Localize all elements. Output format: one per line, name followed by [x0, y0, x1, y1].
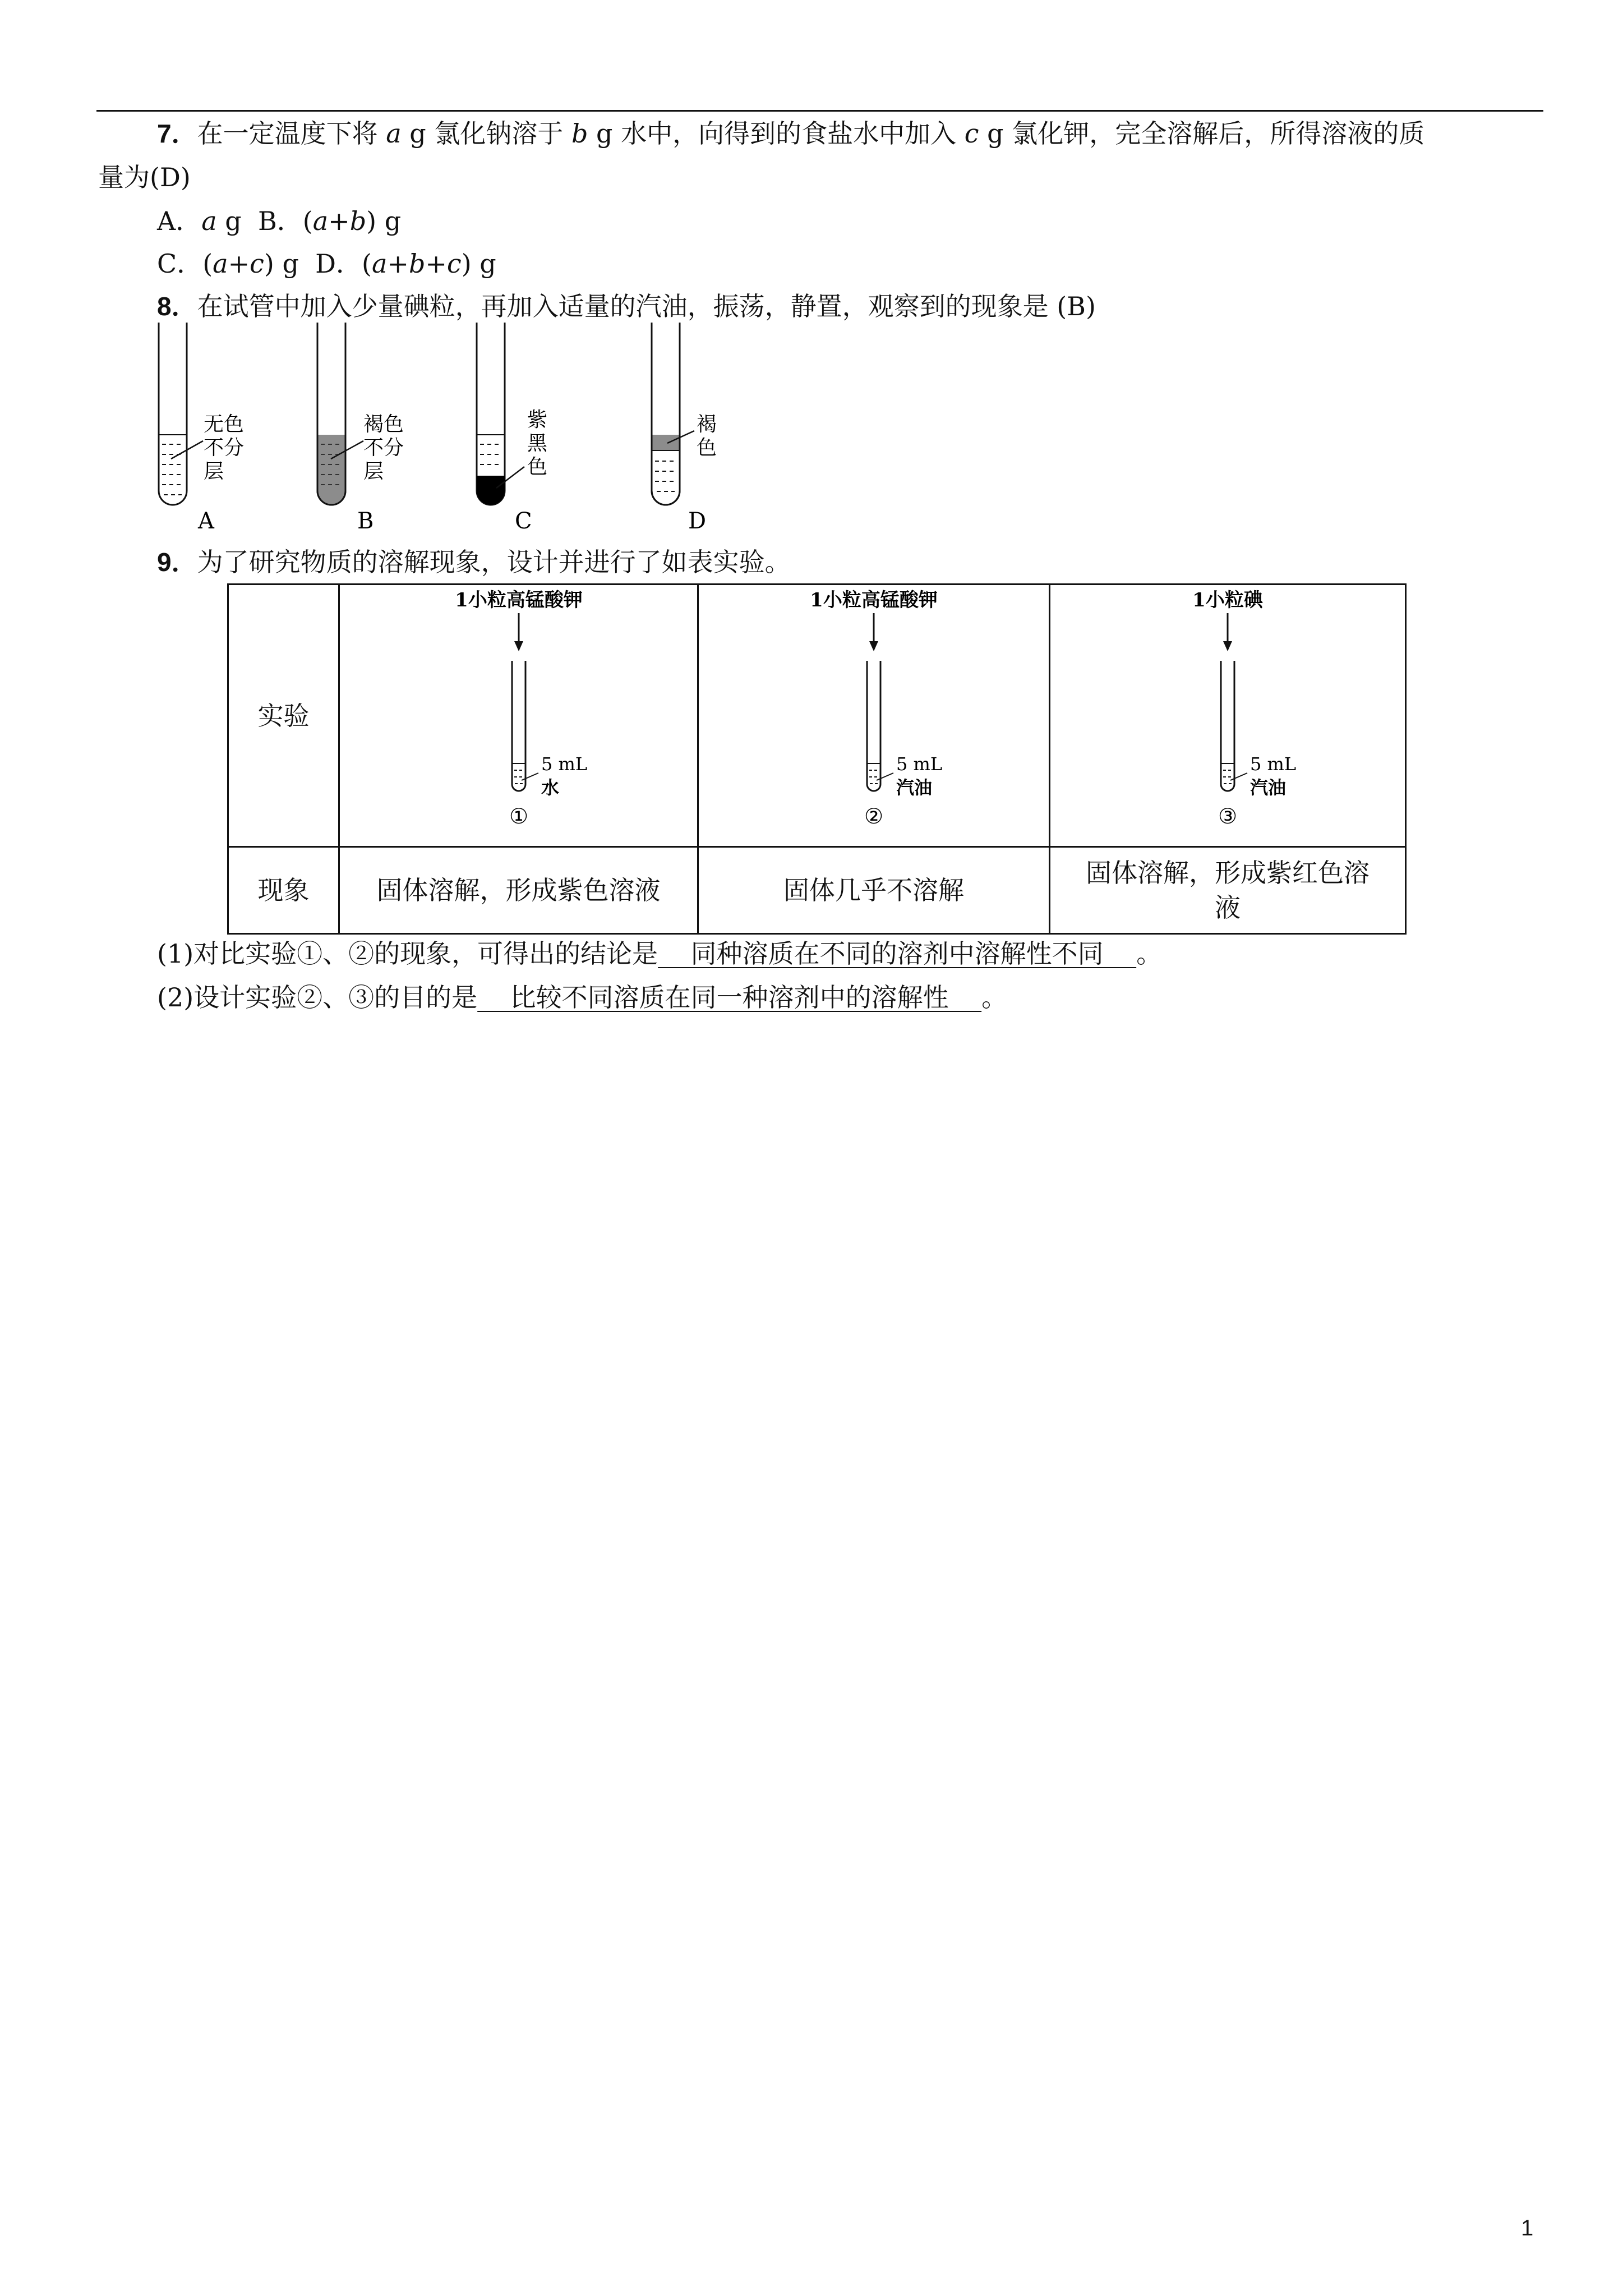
- q7-number: 7．: [157, 119, 197, 148]
- experiment-3-diagram: [1132, 585, 1323, 838]
- tube-b: [317, 323, 404, 534]
- svg-text:紫: 紫: [527, 408, 548, 431]
- q7-option-d: D．(a+b+c) g: [315, 249, 496, 279]
- phenomenon-3: 固体溶解，形成紫红色溶 液: [1050, 847, 1406, 934]
- phenomenon-2: 固体几乎不溶解: [698, 847, 1050, 934]
- svg-text:褐: 褐: [697, 413, 717, 436]
- q9-sub1: (1)对比实验①、②的现象，可得出的结论是 同种溶质在不同的溶剂中溶解性不同 。: [157, 938, 1163, 969]
- q9-number: 9．: [157, 547, 197, 577]
- experiment-2-cell: [698, 585, 1050, 847]
- row-header-phenomenon: 现象: [228, 847, 339, 934]
- svg-text:黑: 黑: [527, 432, 548, 455]
- q8-test-tubes-figure: [140, 320, 757, 544]
- svg-text:1小粒碘: 1小粒碘: [1192, 589, 1263, 611]
- q7-line1: 7．在一定温度下将 a g 氯化钠溶于 b g 水中，向得到的食盐水中加入 c g 氯化钾，完全溶解后，所得溶液的质: [157, 118, 1425, 149]
- svg-text:②: ②: [864, 804, 884, 829]
- svg-text:无色: 无色: [204, 413, 245, 436]
- q8-number: 8．: [157, 292, 197, 321]
- svg-text:层: 层: [204, 460, 224, 483]
- svg-text:水: 水: [541, 777, 559, 798]
- svg-text:5 mL: 5 mL: [1250, 753, 1297, 775]
- header-rule: [96, 110, 1543, 112]
- q9-sub2-answer: 比较不同溶质在同一种溶剂中的溶解性: [477, 982, 982, 1013]
- q8-text: 8．在试管中加入少量碘粒，再加入适量的汽油，振荡，静置，观察到的现象是 (B): [157, 291, 1096, 321]
- q7-option-a: A．a g: [157, 206, 242, 236]
- q9-sub2: (2)设计实验②、③的目的是 比较不同溶质在同一种溶剂中的溶解性 。: [157, 982, 1008, 1013]
- q7-options-cd: [157, 247, 496, 280]
- svg-text:③: ③: [1218, 804, 1238, 829]
- svg-text:1小粒高锰酸钾: 1小粒高锰酸钾: [810, 589, 938, 611]
- svg-text:1小粒高锰酸钾: 1小粒高锰酸钾: [454, 589, 583, 611]
- q7-line2: 量为(D): [98, 162, 191, 192]
- experiment-2-diagram: [778, 585, 969, 838]
- tube-d: [652, 323, 717, 534]
- phenomenon-1: 固体溶解，形成紫色溶液: [339, 847, 698, 934]
- table-row-experiment: [228, 585, 1406, 847]
- row-header-experiment: 实验: [228, 585, 339, 847]
- svg-text:5 mL: 5 mL: [541, 753, 587, 775]
- q7-option-c: C．(a+c) g: [157, 249, 299, 279]
- svg-text:色: 色: [527, 455, 548, 478]
- experiment-1-diagram: [423, 585, 614, 838]
- svg-text:汽油: 汽油: [1250, 777, 1287, 798]
- tube-d-letter: D: [688, 508, 707, 534]
- svg-text:层: 层: [363, 460, 384, 483]
- q9-text: 9．为了研究物质的溶解现象，设计并进行了如表实验。: [157, 547, 791, 577]
- q9-experiment-table: [227, 583, 1407, 935]
- q7-option-b: B．(a+b) g: [258, 206, 402, 236]
- tube-c: [477, 323, 548, 534]
- page-number: 1: [1521, 2216, 1534, 2240]
- tube-a: [159, 323, 244, 534]
- svg-text:不分: 不分: [363, 436, 404, 459]
- svg-text:①: ①: [509, 804, 528, 829]
- svg-text:汽油: 汽油: [896, 777, 933, 798]
- tube-a-letter: A: [198, 508, 214, 534]
- table-row-phenomenon: [228, 847, 1406, 934]
- svg-text:5 mL: 5 mL: [896, 753, 943, 775]
- svg-text:不分: 不分: [204, 436, 245, 459]
- tube-c-letter: C: [515, 508, 532, 534]
- q7-options-ab: [157, 204, 401, 238]
- experiment-3-cell: [1050, 585, 1406, 847]
- svg-text:色: 色: [697, 436, 717, 459]
- experiment-1-cell: [339, 585, 698, 847]
- svg-text:褐色: 褐色: [363, 413, 404, 436]
- q9-sub1-answer: 同种溶质在不同的溶剂中溶解性不同: [658, 938, 1137, 969]
- tube-b-letter: B: [357, 508, 374, 534]
